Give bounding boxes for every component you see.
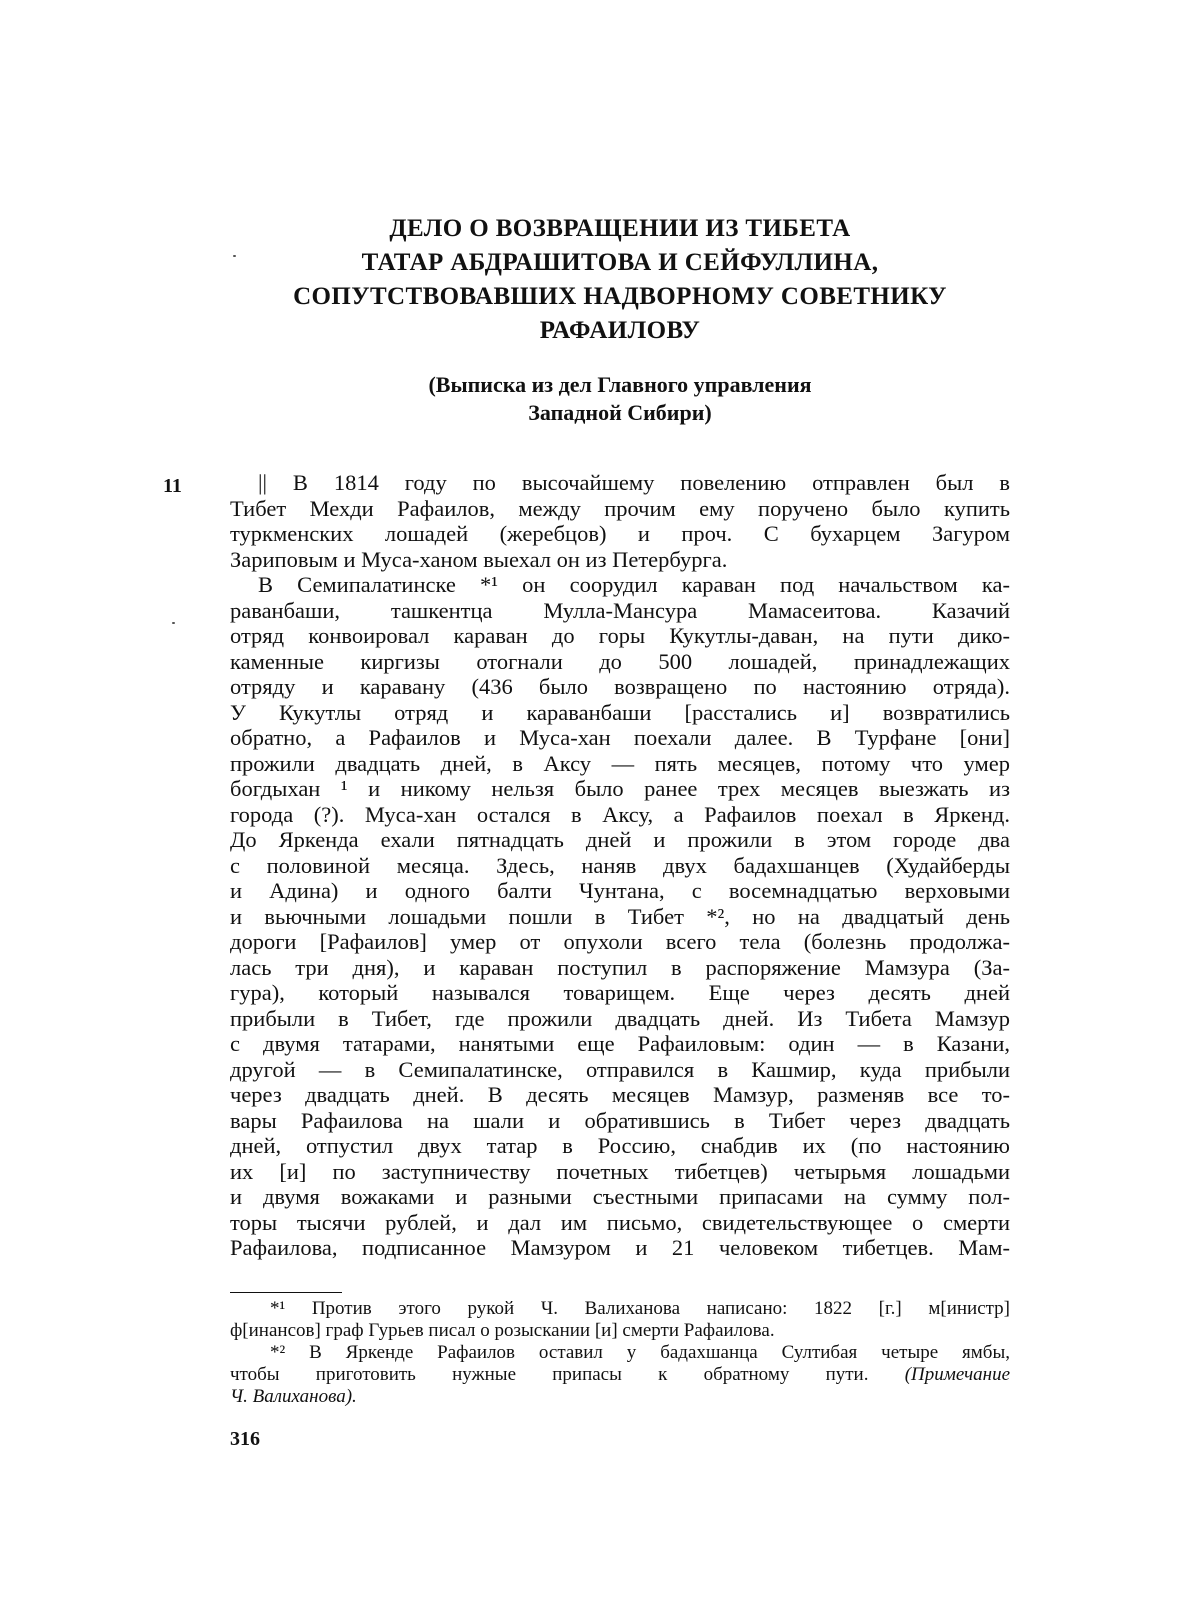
body-line: раванбаши, ташкентца Мулла-Мансура Мамасеитова. Казачий	[230, 597, 1010, 623]
body-line: через двадцать дней. В десять месяцев Мамзур, разменяв все то-	[230, 1082, 1010, 1107]
body-line: и Адина) и одного балти Чунтана, с восемнадцатью верховыми	[230, 878, 1010, 903]
body-line: города (?). Муса-хан остался в Аксу, а Рафаилов поехал в Яркенд.	[230, 801, 1010, 827]
body-line: дней, отпустил двух татар в Россию, снабдив их (по настоянию	[230, 1133, 1010, 1158]
body-line: богдыхан ¹ и никому нельзя было ранее трех месяцев выезжать из	[230, 776, 1010, 801]
body-line: дороги [Рафаилов] умер от опухоли всего тела (болезнь продолжа-	[230, 929, 1010, 954]
body-line: другой — в Семипалатинске, отправился в Кашмир, куда прибыли	[230, 1056, 1010, 1082]
page-number: 316	[230, 1428, 260, 1450]
footnote-text: чтобы приготовить нужные припасы к обратному пути.	[230, 1364, 869, 1385]
footnote-line: *¹ Против этого рукой Ч. Валиханова написано: 1822 [г.] м[инистр]	[270, 1298, 1010, 1319]
body-line: До Яркенда ехали пятнадцать дней и прожили в этом городе два	[230, 827, 1010, 852]
body-line: каменные киргизы отогнали до 500 лошадей, принадлежащих	[230, 648, 1010, 674]
body-line: Зариповым и Муса-ханом выехал он из Петербурга.	[230, 546, 728, 572]
scan-speck	[172, 622, 175, 624]
body-text	[230, 470, 1010, 1261]
footnote-line: ф[инансов] граф Гурьев писал о розыскании [и] смерти Рафаилова.	[230, 1320, 775, 1341]
subtitle-line: Западной Сибири)	[528, 400, 712, 425]
body-line: отряд конвоировал караван до горы Кукутлы-даван, на пути дико-	[230, 623, 1010, 648]
body-line: отряду и каравану (436 было возвращено по настоянию отряда).	[230, 674, 1010, 699]
body-line: Рафаилова, подписанное Мамзуром и 21 человеком тибетцев. Мам-	[230, 1235, 1010, 1260]
body-line: их [и] по заступничеству почетных тибетцев) четырьмя лошадьми	[230, 1158, 1010, 1184]
body-line: вары Рафаилова на шали и обратившись в Тибет через двадцать	[230, 1107, 1010, 1133]
body-line: и вьючными лошадьми пошли в Тибет *², но на двадцатый день	[230, 903, 1010, 929]
title-line: СОПУТСТВОВАВШИХ НАДВОРНОМУ СОВЕТНИКУ	[293, 283, 947, 310]
footnote-line: *² В Яркенде Рафаилов оставил у бадахшанца Султибая четыре ямбы,	[270, 1342, 1010, 1363]
body-line: туркменских лошадей (жеребцов) и проч. С бухарцем Загуром	[230, 521, 1010, 546]
body-line: торы тысячи рублей, и дал им письмо, свидетельствующее о смерти	[230, 1209, 1010, 1235]
body-line: обратно, а Рафаилов и Муса-хан поехали далее. В Турфане [они]	[230, 725, 1010, 750]
margin-page-reference: 11	[163, 475, 182, 497]
subtitle-line: (Выписка из дел Главного управления	[428, 372, 812, 397]
footnote-divider	[230, 1292, 342, 1293]
body-line: прожили двадцать дней, в Аксу — пять месяцев, потому что умер	[230, 750, 1010, 776]
footnote-line: Ч. Валиханова).	[230, 1386, 357, 1407]
body-line: и двумя вожаками и разными съестными припасами на сумму пол-	[230, 1184, 1010, 1209]
title-line: ТАТАР АБДРАШИТОВА И СЕЙФУЛЛИНА,	[361, 249, 879, 276]
body-line: с двумя татарами, нанятыми еще Рафаиловым: один — в Казани,	[230, 1031, 1010, 1056]
body-line: с половиной месяца. Здесь, наняв двух бадахшанцев (Худайберды	[230, 852, 1010, 878]
document-subtitle	[230, 371, 1010, 427]
body-line: гура), который назывался товарищем. Еще через десять дней	[230, 980, 1010, 1005]
title-line: ДЕЛО О ВОЗВРАЩЕНИИ ИЗ ТИБЕТА	[389, 215, 851, 242]
footnotes	[230, 1298, 1010, 1408]
scan-speck	[233, 255, 236, 257]
body-line: У Кукутлы отряд и караванбаши [расстались и] возвратились	[230, 699, 1010, 725]
body-line: В Семипалатинске *¹ он соорудил караван под начальством ка-	[258, 572, 1010, 597]
footnote-attribution: (Примечание	[904, 1364, 1011, 1385]
document-title	[230, 212, 1010, 348]
title-line: РАФАИЛОВУ	[539, 317, 701, 344]
body-line: Тибет Мехди Рафаилов, между прочим ему поручено было купить	[230, 495, 1010, 521]
body-line: || В 1814 году по высочайшему повелению отправлен был в	[258, 470, 1010, 495]
footnote-line	[230, 1364, 1010, 1386]
body-line: прибыли в Тибет, где прожили двадцать дней. Из Тибета Мамзур	[230, 1005, 1010, 1031]
body-line: лась три дня), и караван поступил в распоряжение Мамзура (За-	[230, 954, 1010, 980]
